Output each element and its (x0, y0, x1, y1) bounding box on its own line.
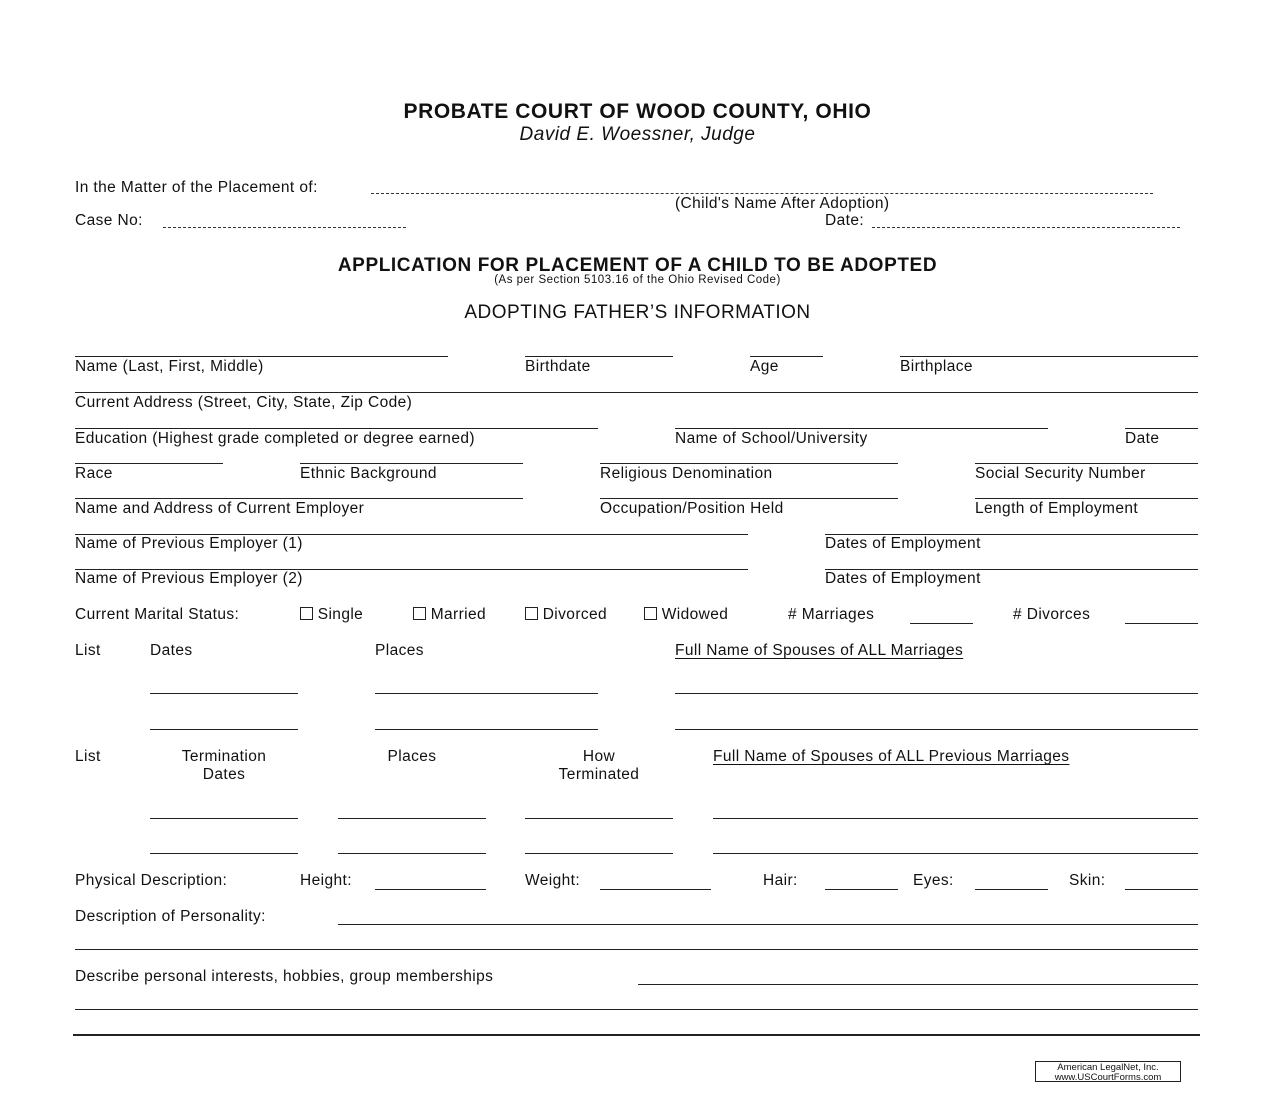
personality-field-1[interactable] (338, 924, 1198, 925)
marriages-count-field[interactable] (910, 623, 973, 624)
marriages-spouses-header: Full Name of Spouses of ALL Marriages (675, 642, 964, 659)
school-label: Name of School/University (675, 430, 868, 447)
age-label: Age (750, 358, 779, 375)
personality-field-2[interactable] (75, 949, 1198, 950)
how-terminated-header-line1: How (582, 748, 616, 765)
education-date-field[interactable] (1125, 428, 1198, 429)
how-terminated-header (525, 748, 673, 784)
termination-dates-header-line1: Termination (181, 748, 267, 765)
checkbox-married[interactable] (413, 607, 426, 620)
birthdate-label: Birthdate (525, 358, 591, 375)
case-label: Case No: (75, 212, 143, 229)
child-name-hint: (Child's Name After Adoption) (675, 195, 890, 212)
termination-2-dates-field[interactable] (150, 853, 298, 854)
length-label: Length of Employment (975, 500, 1139, 517)
employer-label: Name and Address of Current Employer (75, 500, 365, 517)
footer-line-1: American LegalNet, Inc. (1057, 1062, 1159, 1073)
skin-label: Skin: (1069, 872, 1106, 889)
name-label: Name (Last, First, Middle) (75, 358, 264, 375)
footer-stamp (1035, 1061, 1181, 1082)
height-label: Height: (300, 872, 352, 889)
marital-status-label: Current Marital Status: (75, 606, 240, 623)
religion-label: Religious Denomination (600, 465, 773, 482)
marriage-2-dates-field[interactable] (150, 729, 298, 730)
checkbox-divorced[interactable] (525, 607, 538, 620)
birthdate-field[interactable] (525, 356, 673, 357)
school-field[interactable] (675, 428, 1048, 429)
date-field[interactable] (872, 227, 1180, 228)
religion-field[interactable] (600, 463, 898, 464)
judge-name: David E. Woessner, Judge (519, 124, 756, 145)
termination-1-places-field[interactable] (338, 818, 486, 819)
interests-field-2[interactable] (75, 1009, 1198, 1010)
length-field[interactable] (975, 498, 1198, 499)
personality-label: Description of Personality: (75, 908, 266, 925)
divorces-count-field[interactable] (1125, 623, 1198, 624)
weight-label: Weight: (525, 872, 581, 889)
eyes-label: Eyes: (913, 872, 954, 889)
ethnic-label: Ethnic Background (300, 465, 437, 482)
occupation-label: Occupation/Position Held (600, 500, 784, 517)
termination-1-dates-field[interactable] (150, 818, 298, 819)
marriages-places-header: Places (375, 642, 424, 659)
hair-field[interactable] (825, 889, 898, 890)
section-heading: ADOPTING FATHER’S INFORMATION (464, 302, 811, 323)
termination-dates-header-line2: Dates (202, 766, 246, 783)
termination-list-label: List (75, 748, 101, 765)
form-subtitle: (As per Section 5103.16 of the Ohio Revised Code) (494, 274, 781, 286)
marriage-1-dates-field[interactable] (150, 693, 298, 694)
education-date-label: Date (1125, 430, 1160, 447)
interests-field-1[interactable] (638, 984, 1198, 985)
divorced-label: Divorced (542, 606, 608, 623)
age-field[interactable] (750, 356, 823, 357)
hair-label: Hair: (763, 872, 798, 889)
checkbox-single[interactable] (300, 607, 313, 620)
termination-1-spouse-field[interactable] (713, 818, 1198, 819)
skin-field[interactable] (1125, 889, 1198, 890)
checkbox-widowed[interactable] (644, 607, 657, 620)
widowed-label: Widowed (661, 606, 729, 623)
physical-description-label: Physical Description: (75, 872, 228, 889)
marriage-1-spouse-field[interactable] (675, 693, 1198, 694)
placement-label: In the Matter of the Placement of: (75, 179, 318, 196)
prev-employer-2-label: Name of Previous Employer (2) (75, 570, 303, 587)
marital-option-single[interactable] (300, 606, 363, 624)
prev-employer-2-dates-label: Dates of Employment (825, 570, 981, 587)
prev-employer-1-dates-label: Dates of Employment (825, 535, 981, 552)
marriages-count-label: # Marriages (788, 606, 875, 623)
employer-field[interactable] (75, 498, 523, 499)
termination-dates-header (150, 748, 298, 784)
date-label: Date: (825, 212, 865, 229)
termination-2-how-field[interactable] (525, 853, 673, 854)
marital-option-widowed[interactable] (644, 606, 728, 624)
previous-spouses-header: Full Name of Spouses of ALL Previous Marriages (713, 748, 1070, 765)
birthplace-field[interactable] (900, 356, 1198, 357)
occupation-field[interactable] (600, 498, 898, 499)
marriage-1-places-field[interactable] (375, 693, 598, 694)
name-field[interactable] (75, 356, 448, 357)
prev-employer-1-label: Name of Previous Employer (1) (75, 535, 303, 552)
education-label: Education (Highest grade completed or degree earned) (75, 430, 475, 447)
education-field[interactable] (75, 428, 598, 429)
divorces-count-label: # Divorces (1013, 606, 1091, 623)
termination-2-places-field[interactable] (338, 853, 486, 854)
marriages-list-label: List (75, 642, 101, 659)
birthplace-label: Birthplace (900, 358, 973, 375)
marital-option-divorced[interactable] (525, 606, 607, 624)
marriage-2-spouse-field[interactable] (675, 729, 1198, 730)
marriages-dates-header: Dates (150, 642, 193, 659)
child-name-field[interactable] (371, 193, 1153, 194)
court-title: PROBATE COURT OF WOOD COUNTY, OHIO (403, 100, 872, 123)
eyes-field[interactable] (975, 889, 1048, 890)
ssn-label: Social Security Number (975, 465, 1146, 482)
race-field[interactable] (75, 463, 223, 464)
footer-line-2: www.USCourtForms.com (1054, 1072, 1162, 1083)
address-field[interactable] (75, 392, 1198, 393)
termination-2-spouse-field[interactable] (713, 853, 1198, 854)
weight-field[interactable] (600, 889, 711, 890)
address-label: Current Address (Street, City, State, Zip Code) (75, 394, 413, 411)
marriage-2-places-field[interactable] (375, 729, 598, 730)
height-field[interactable] (375, 889, 486, 890)
race-label: Race (75, 465, 113, 482)
single-label: Single (317, 606, 364, 623)
case-number-field[interactable] (163, 227, 406, 228)
marital-option-married[interactable] (413, 606, 486, 624)
interests-label: Describe personal interests, hobbies, group memberships (75, 968, 494, 985)
form-title: APPLICATION FOR PLACEMENT OF A CHILD TO BE ADOPTED (337, 255, 938, 276)
ssn-field[interactable] (975, 463, 1198, 464)
how-terminated-header-line2: Terminated (558, 766, 640, 783)
interests-field-3[interactable] (73, 1034, 1200, 1036)
termination-places-header: Places (387, 748, 437, 765)
termination-1-how-field[interactable] (525, 818, 673, 819)
ethnic-field[interactable] (300, 463, 523, 464)
married-label: Married (430, 606, 487, 623)
